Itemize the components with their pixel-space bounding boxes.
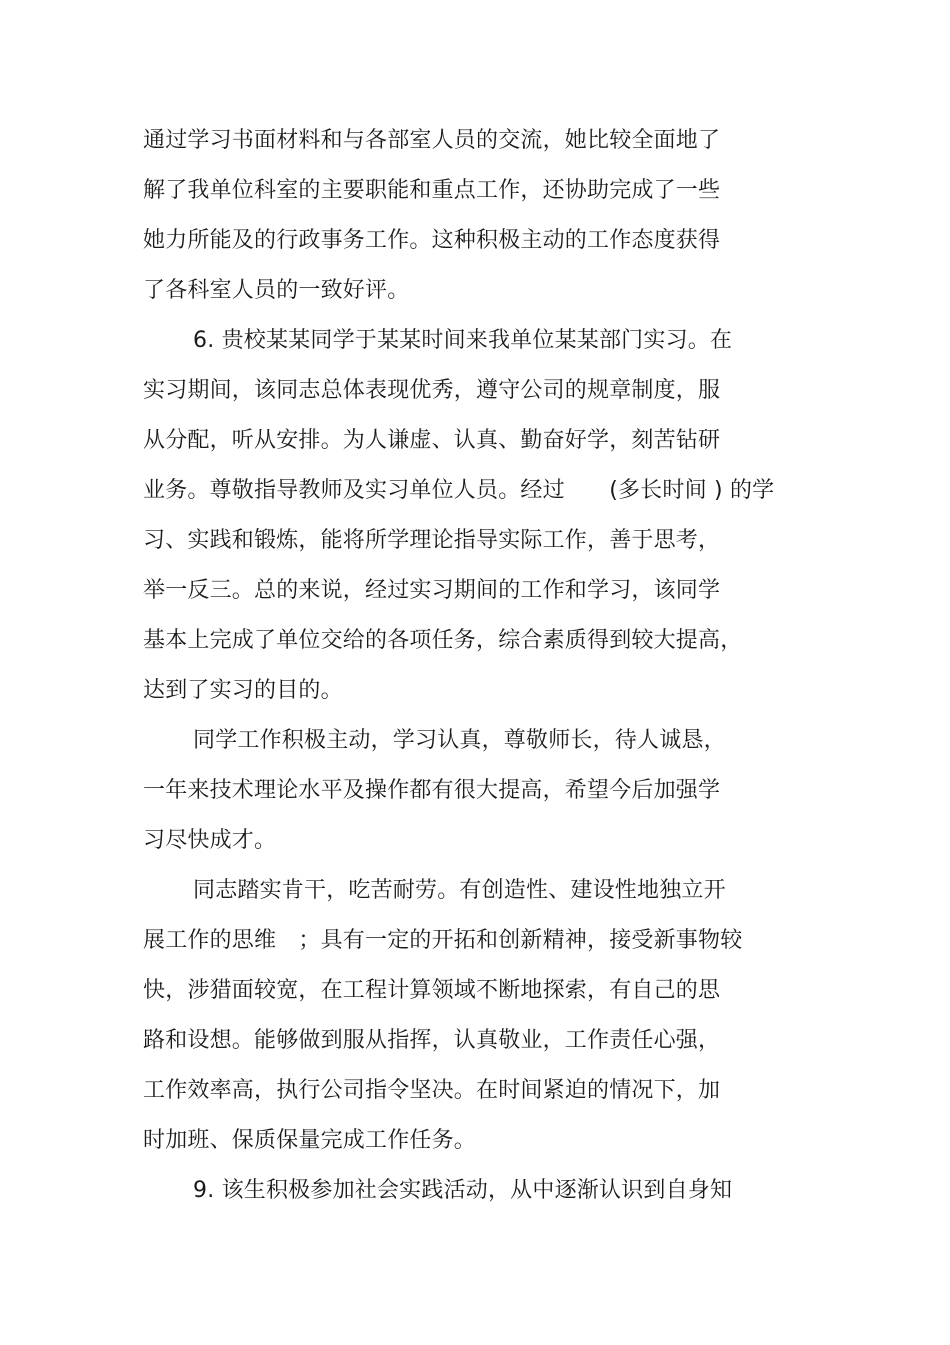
paragraph-line: 业务。尊敬指导教师及实习单位人员。经过 (多长时间 ) 的学 xyxy=(143,478,775,503)
paragraph-line: 达到了实习的目的。 xyxy=(143,678,343,703)
paragraph-line: 基本上完成了单位交给的各项任务，综合素质得到较大提高， xyxy=(143,628,743,653)
paragraph-line: 习、实践和锻炼，能将所学理论指导实际工作，善于思考， xyxy=(143,528,721,553)
paragraph-line: 9. 该生积极参加社会实践活动，从中逐渐认识到自身知 xyxy=(193,1178,733,1203)
paragraph-line: 她力所能及的行政事务工作。这种积极主动的工作态度获得 xyxy=(143,228,721,253)
paragraph-line: 解了我单位科室的主要职能和重点工作，还协助完成了一些 xyxy=(143,178,721,203)
paragraph-line: 路和设想。能够做到服从指挥，认真敬业，工作责任心强， xyxy=(143,1028,721,1053)
paragraph-line: 工作效率高，执行公司指令坚决。在时间紧迫的情况下，加 xyxy=(143,1078,721,1103)
paragraph-line: 时加班、保质保量完成工作任务。 xyxy=(143,1128,477,1153)
paragraph-line: 习尽快成才。 xyxy=(143,828,277,853)
paragraph-line: 快，涉猎面较宽，在工程计算领域不断地探索，有自己的思 xyxy=(143,978,721,1003)
paragraph-line: 了各科室人员的一致好评。 xyxy=(143,278,410,303)
paragraph-line: 6. 贵校某某同学于某某时间来我单位某某部门实习。在 xyxy=(193,328,733,353)
paragraph-line: 实习期间，该同志总体表现优秀，遵守公司的规章制度，服 xyxy=(143,378,721,403)
paragraph-line: 通过学习书面材料和与各部室人员的交流，她比较全面地了 xyxy=(143,128,721,153)
paragraph-line: 同志踏实肯干，吃苦耐劳。有创造性、建设性地独立开 xyxy=(193,878,726,903)
paragraph-line: 举一反三。总的来说，经过实习期间的工作和学习，该同学 xyxy=(143,578,721,603)
paragraph-line: 一年来技术理论水平及操作都有很大提高，希望今后加强学 xyxy=(143,778,721,803)
paragraph-line: 同学工作积极主动，学习认真，尊敬师长，待人诚恳， xyxy=(193,728,726,753)
paragraph-line: 展工作的思维 ；具有一定的开拓和创新精神，接受新事物较 xyxy=(143,928,743,953)
paragraph-line: 从分配，听从安排。为人谦虚、认真、勤奋好学，刻苦钻研 xyxy=(143,428,721,453)
